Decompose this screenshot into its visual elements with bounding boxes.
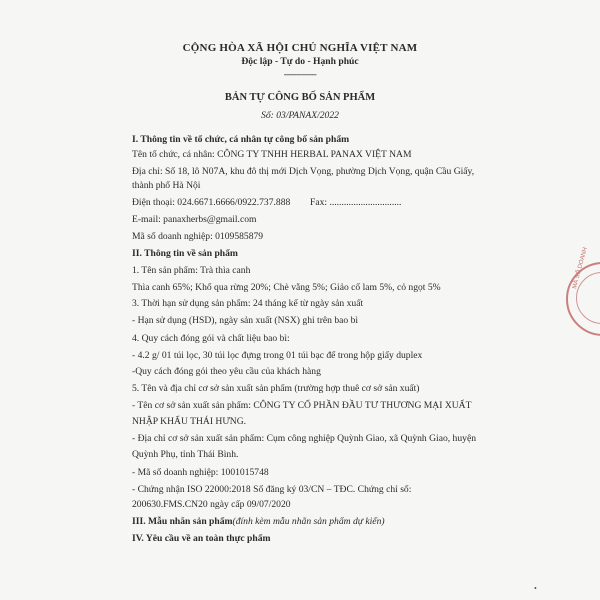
org-tax-code: Mã số doanh nghiệp: 0109585879	[132, 231, 264, 242]
iso-certificate-line-2: 200630.FMS.CN20 ngày cấp 09/07/2020	[132, 499, 291, 510]
manufacturer-name-line-2: NHẬP KHẨU THÁI HƯNG.	[132, 416, 247, 427]
packaging-heading: 4. Quy cách đóng gói và chất liệu bao bì:	[132, 333, 290, 344]
section-3-note: (đính kèm mẫu nhãn sản phẩm dự kiến)	[232, 516, 385, 527]
manufacturer-address-line-2: Quỳnh Phụ, tỉnh Thái Bình.	[132, 449, 239, 460]
section-2-heading: II. Thông tin về sản phẩm	[132, 248, 238, 259]
packaging-item-1: - 4.2 g/ 01 túi lọc, 30 túi lọc đựng trong 01 túi bạc để trong hộp giấy duplex	[132, 350, 423, 361]
separator: -------------	[283, 69, 317, 79]
org-name: Tên tổ chức, cá nhân: CÔNG TY TNHH HERBAL PANAX VIỆT NAM	[132, 149, 412, 160]
iso-certificate-line-1: - Chứng nhận ISO 22000:2018 Số đăng ký 03/CN – TĐC. Chứng chỉ số:	[132, 484, 412, 495]
section-3-heading: III. Mẫu nhãn sản phẩm	[132, 516, 233, 527]
section-4-heading: IV. Yêu cầu về an toàn thực phẩm	[132, 533, 271, 544]
red-stamp	[566, 246, 600, 336]
section-1-heading: I. Thông tin về tổ chức, cá nhân tự công bố sản phẩm	[132, 134, 350, 145]
org-fax: Fax: ..............................	[310, 197, 402, 208]
stamp-text: MÃ SỐ DOANH	[572, 246, 589, 290]
product-ingredients: Thìa canh 65%; Khổ qua rừng 20%; Chè vằng 5%; Giảo cổ lam 5%, cỏ ngọt 5%	[132, 282, 441, 293]
manufacturer-address-line-1: - Địa chỉ cơ sở sản xuất sản phẩm: Cụm công nghiệp Quỳnh Giao, xã Quỳnh Giao, huyện	[132, 433, 476, 444]
manufacturer-name-line-1: - Tên cơ sở sản xuất sản phẩm: CÔNG TY CỔ PHẦN ĐẦU TƯ THƯƠNG MẠI XUẤT	[132, 400, 472, 411]
section-3-row	[132, 516, 385, 528]
manufacturer-tax-code: - Mã số doanh nghiệp: 1001015748	[132, 467, 269, 478]
packaging-item-2: -Quy cách đóng gói theo yêu cầu của khách hàng	[132, 366, 321, 377]
org-address-line-1: Địa chỉ: Số 18, lô N07A, khu đô thị mới Dịch Vọng, phường Dịch Vọng, quận Cầu Giấy,	[132, 166, 475, 177]
page-mark: •	[534, 584, 537, 593]
national-title: CỘNG HÒA XÃ HỘI CHỦ NGHĨA VIỆT NAM	[182, 42, 418, 54]
org-email: E-mail: panaxherbs@gmail.com	[132, 214, 257, 225]
product-name: 1. Tên sản phẩm: Trà thìa canh	[132, 265, 251, 276]
org-phone: Điện thoại: 024.6671.6666/0922.737.888	[132, 197, 291, 208]
motto: Độc lập - Tự do - Hạnh phúc	[241, 56, 359, 67]
document-title: BẢN TỰ CÔNG BỐ SẢN PHẨM	[224, 92, 376, 103]
document-number: Số: 03/PANAX/2022	[261, 110, 339, 121]
org-address-line-2: thành phố Hà Nội	[132, 180, 201, 191]
expiry-note: - Hạn sử dụng (HSD), ngày sản xuất (NSX) ghi trên bao bì	[132, 315, 359, 326]
product-shelf-life: 3. Thời hạn sử dụng sản phẩm: 24 tháng kể từ ngày sản xuất	[132, 298, 364, 309]
manufacturer-heading: 5. Tên và địa chỉ cơ sở sản xuất sản phẩm (trường hợp thuê cơ sở sản xuất)	[132, 383, 420, 394]
